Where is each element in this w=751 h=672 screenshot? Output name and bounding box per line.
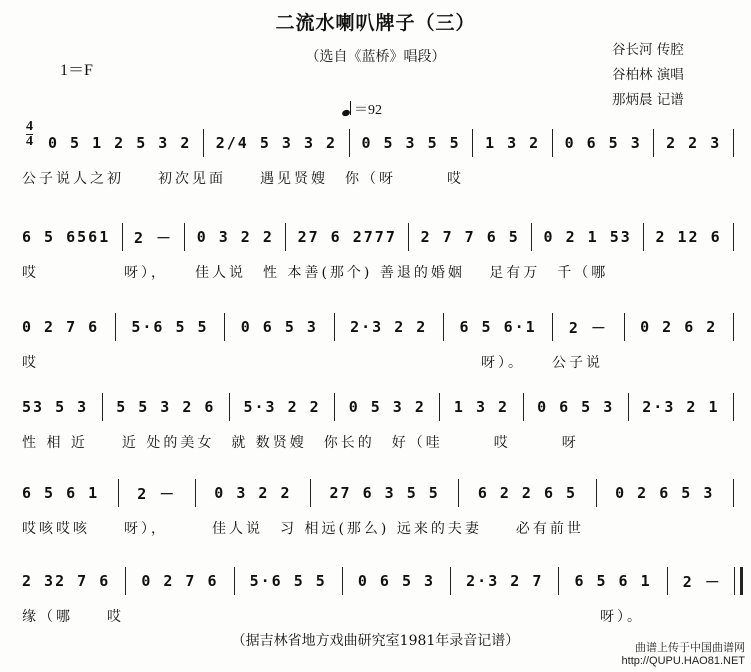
measure: 2/4 5 3 3 2 <box>215 134 338 152</box>
measure: 0 3 2 2 <box>214 484 292 502</box>
measure: 0 2 6 2 <box>640 318 718 336</box>
barline <box>458 479 459 507</box>
barline <box>439 393 440 421</box>
barline <box>624 313 625 341</box>
notation-line <box>22 224 743 250</box>
barline <box>643 223 644 251</box>
measure: 2·3 2 2 <box>350 318 428 336</box>
barline <box>733 313 734 341</box>
notation-line <box>22 480 743 506</box>
watermark <box>622 642 745 668</box>
measure: 27 6 3 5 5 <box>329 484 440 502</box>
measure: 0 5 3 5 5 <box>361 134 461 152</box>
barline <box>229 393 230 421</box>
score-title: 二流水喇叭牌子（三） <box>275 12 476 34</box>
measure: 5 5 3 2 6 <box>116 398 216 416</box>
measure: 0 2 7 6 <box>141 572 219 590</box>
tempo-value: ＝92 <box>354 103 382 118</box>
barline <box>558 567 559 595</box>
barline <box>342 567 343 595</box>
footnote: （据吉林省地方戏曲研究室1981年录音记谱） <box>231 633 520 649</box>
notation-line <box>48 130 743 156</box>
measure: 6 5 6 1 <box>574 572 652 590</box>
measure: 0 6 5 3 <box>240 318 318 336</box>
lyrics-line: 公子说人之初 初次见面 遇见贤嫂 你（呀 哎 <box>22 171 464 187</box>
barline <box>733 129 734 157</box>
measure: 1 3 2 <box>485 134 541 152</box>
score-subtitle: （选自《蓝桥》唱段） <box>305 49 446 65</box>
measure: 5·3 2 2 <box>243 398 321 416</box>
measure: 0 2 7 6 <box>22 318 100 336</box>
staff-row <box>0 206 751 288</box>
measure: 2·3 2 7 <box>466 572 544 590</box>
watermark-line-2: http://QUPU.HAO81.NET <box>621 655 745 667</box>
staff-row <box>0 462 751 544</box>
measure: 53 5 3 <box>22 398 89 416</box>
barline <box>125 567 126 595</box>
measure: 27 6 2777 <box>297 228 397 246</box>
measure: 6 5 6 1 <box>22 484 100 502</box>
notation-line <box>22 568 743 594</box>
barline <box>523 393 524 421</box>
barline <box>118 479 119 507</box>
barline <box>733 479 734 507</box>
measure: 0 3 2 2 <box>196 228 274 246</box>
measure: 2 12 6 <box>655 228 722 246</box>
barline <box>195 479 196 507</box>
measure: 0 2 1 53 <box>543 228 632 246</box>
measure: 0 2 6 5 3 <box>615 484 715 502</box>
measure: 0 6 5 3 <box>537 398 615 416</box>
credit-transcriber: 那炳晨 记谱 <box>612 92 684 108</box>
watermark-line-1: 曲谱上传于中国曲谱网 <box>635 642 745 654</box>
staff-row <box>0 550 751 632</box>
barline <box>552 129 553 157</box>
measure: 2 － <box>133 228 173 247</box>
notation-line <box>22 394 743 420</box>
measure: 0 6 5 3 <box>564 134 642 152</box>
lyrics-line: 哎 呀）， 佳人说 性 本善(那个) 善退的婚姻 足有万 千（哪 <box>22 265 609 281</box>
key-signature: 1＝F <box>60 62 93 79</box>
measure: 0 5 1 2 5 3 2 <box>48 134 192 152</box>
lyrics-line: 缘（哪 哎 呀）。 <box>22 609 644 625</box>
credit-singer: 谷柏林 演唱 <box>612 67 684 83</box>
barline <box>733 223 734 251</box>
barline <box>628 393 629 421</box>
barline <box>443 313 444 341</box>
measure: 5·6 5 5 <box>249 572 327 590</box>
measure: 6 2 2 6 5 <box>477 484 578 502</box>
barline <box>334 313 335 341</box>
final-barline <box>734 567 743 595</box>
barline <box>552 313 553 341</box>
barline <box>122 223 123 251</box>
barline <box>310 479 311 507</box>
measure: 2 7 7 6 5 <box>420 228 520 246</box>
staff-row <box>0 296 751 378</box>
barline <box>667 567 668 595</box>
barline <box>472 129 473 157</box>
notation-line <box>22 314 743 340</box>
barline <box>408 223 409 251</box>
measure: 2·3 2 1 <box>642 398 720 416</box>
measure: 2 － <box>568 318 608 337</box>
barline <box>653 129 654 157</box>
lyrics-line: 哎 呀）。 公子说 <box>22 355 603 371</box>
barline <box>334 393 335 421</box>
measure: 2 － <box>137 484 177 503</box>
barline <box>349 129 350 157</box>
measure: 6 5 6·1 <box>459 318 537 336</box>
barline <box>224 313 225 341</box>
barline <box>285 223 286 251</box>
measure: 1 3 2 <box>453 398 510 416</box>
barline <box>234 567 235 595</box>
barline <box>596 479 597 507</box>
measure: 2 2 3 <box>666 134 722 152</box>
lyrics-line: 哎咳哎咳 呀）， 佳人说 习 相远(那么) 远来的夫妻 必有前世 <box>22 521 584 537</box>
staff-row <box>0 112 751 194</box>
measure: 6 5 6561 <box>22 228 111 246</box>
barline <box>115 313 116 341</box>
credits <box>612 38 684 113</box>
credit-composer: 谷长河 传腔 <box>612 42 684 58</box>
staff-row <box>0 376 751 458</box>
barline <box>733 393 734 421</box>
measure: 2 － <box>682 572 722 591</box>
barline <box>450 567 451 595</box>
measure: 5·6 5 5 <box>131 318 209 336</box>
barline <box>184 223 185 251</box>
lyrics-line: 性 相 近 近 处的美女 就 数贤嫂 你长的 好（哇 哎 呀 <box>22 435 579 451</box>
barline <box>531 223 532 251</box>
measure: 0 5 3 2 <box>348 398 426 416</box>
measure: 0 6 5 3 <box>357 572 436 590</box>
barline <box>102 393 103 421</box>
barline <box>203 129 204 157</box>
time-signature: 4 4 <box>26 119 33 149</box>
measure: 2 32 7 6 <box>22 572 111 590</box>
